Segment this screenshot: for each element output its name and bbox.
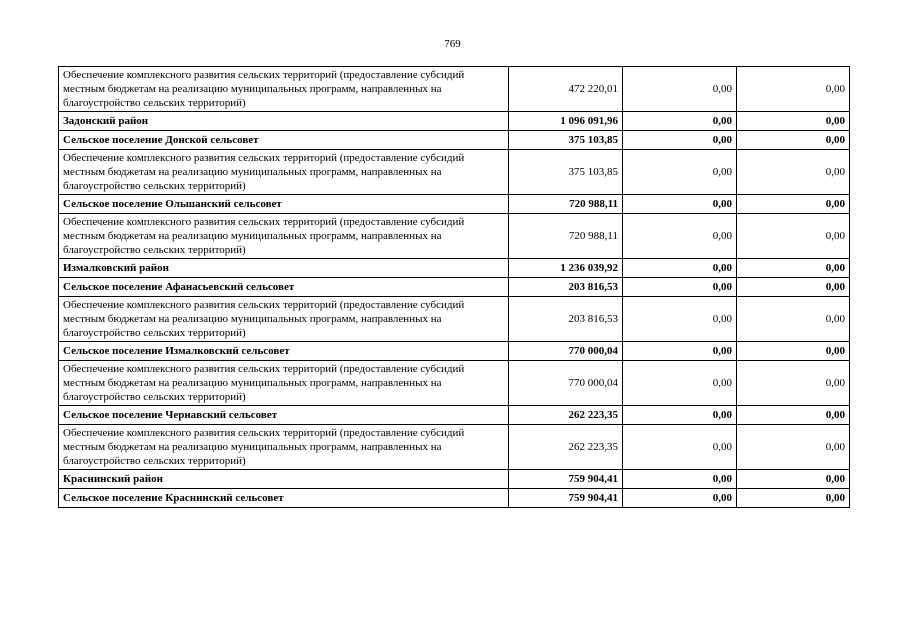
table-row-section xyxy=(59,112,850,131)
row-value-3-cell: 0,00 xyxy=(737,112,850,131)
table-row xyxy=(59,67,850,112)
row-value-2-cell: 0,00 xyxy=(623,342,737,361)
row-value-3-cell: 0,00 xyxy=(737,195,850,214)
table-row xyxy=(59,425,850,470)
row-value-1-cell: 770 000,04 xyxy=(509,342,623,361)
row-value-2-cell: 0,00 xyxy=(623,259,737,278)
row-value-1-cell: 720 988,11 xyxy=(509,195,623,214)
row-value-3-cell: 0,00 xyxy=(737,361,850,406)
table-row-section xyxy=(59,489,850,508)
row-value-1-cell: 770 000,04 xyxy=(509,361,623,406)
row-value-1-cell: 203 816,53 xyxy=(509,297,623,342)
row-name-cell: Сельское поселение Краснинский сельсовет xyxy=(59,489,509,508)
table-row-section xyxy=(59,259,850,278)
row-value-2-cell: 0,00 xyxy=(623,67,737,112)
row-value-2-cell: 0,00 xyxy=(623,297,737,342)
row-value-2-cell: 0,00 xyxy=(623,131,737,150)
table-row-section xyxy=(59,195,850,214)
row-value-2-cell: 0,00 xyxy=(623,489,737,508)
row-value-1-cell: 375 103,85 xyxy=(509,131,623,150)
table-row-section xyxy=(59,406,850,425)
row-value-3-cell: 0,00 xyxy=(737,406,850,425)
page-number: 769 xyxy=(444,38,461,50)
row-value-2-cell: 0,00 xyxy=(623,214,737,259)
row-value-1-cell: 1 236 039,92 xyxy=(509,259,623,278)
table-row xyxy=(59,297,850,342)
row-value-3-cell: 0,00 xyxy=(737,297,850,342)
row-name-cell: Обеспечение комплексного развития сельских территорий (предоставление субсидий местным бюджетам на реализацию муниципальных программ, направленных на благоустройство сельских территорий) xyxy=(59,150,509,195)
row-value-1-cell: 759 904,41 xyxy=(509,489,623,508)
table-row-section xyxy=(59,470,850,489)
row-value-1-cell: 262 223,35 xyxy=(509,406,623,425)
budget-table-body xyxy=(59,67,850,508)
row-name-cell: Сельское поселение Измалковский сельсовет xyxy=(59,342,509,361)
row-name-cell: Сельское поселение Афанасьевский сельсовет xyxy=(59,278,509,297)
table-row xyxy=(59,150,850,195)
row-value-1-cell: 759 904,41 xyxy=(509,470,623,489)
row-name-cell: Сельское поселение Донской сельсовет xyxy=(59,131,509,150)
row-name-cell: Измалковский район xyxy=(59,259,509,278)
row-name-cell: Сельское поселение Ольшанский сельсовет xyxy=(59,195,509,214)
row-value-3-cell: 0,00 xyxy=(737,150,850,195)
table-row-section xyxy=(59,278,850,297)
row-value-3-cell: 0,00 xyxy=(737,470,850,489)
row-value-1-cell: 375 103,85 xyxy=(509,150,623,195)
row-name-cell: Обеспечение комплексного развития сельских территорий (предоставление субсидий местным бюджетам на реализацию муниципальных программ, направленных на благоустройство сельских территорий) xyxy=(59,214,509,259)
row-name-cell: Обеспечение комплексного развития сельских территорий (предоставление субсидий местным бюджетам на реализацию муниципальных программ, направленных на благоустройство сельских территорий) xyxy=(59,425,509,470)
row-value-3-cell: 0,00 xyxy=(737,278,850,297)
row-value-3-cell: 0,00 xyxy=(737,425,850,470)
row-value-2-cell: 0,00 xyxy=(623,278,737,297)
budget-table xyxy=(58,66,850,508)
row-value-2-cell: 0,00 xyxy=(623,150,737,195)
row-value-3-cell: 0,00 xyxy=(737,259,850,278)
row-value-2-cell: 0,00 xyxy=(623,406,737,425)
row-value-1-cell: 262 223,35 xyxy=(509,425,623,470)
row-value-3-cell: 0,00 xyxy=(737,342,850,361)
row-value-3-cell: 0,00 xyxy=(737,131,850,150)
row-value-1-cell: 203 816,53 xyxy=(509,278,623,297)
row-value-1-cell: 720 988,11 xyxy=(509,214,623,259)
row-value-2-cell: 0,00 xyxy=(623,470,737,489)
row-name-cell: Сельское поселение Чернавский сельсовет xyxy=(59,406,509,425)
row-value-3-cell: 0,00 xyxy=(737,214,850,259)
row-name-cell: Краснинский район xyxy=(59,470,509,489)
row-value-2-cell: 0,00 xyxy=(623,425,737,470)
row-value-2-cell: 0,00 xyxy=(623,112,737,131)
row-value-3-cell: 0,00 xyxy=(737,489,850,508)
row-name-cell: Задонский район xyxy=(59,112,509,131)
row-name-cell: Обеспечение комплексного развития сельских территорий (предоставление субсидий местным бюджетам на реализацию муниципальных программ, направленных на благоустройство сельских территорий) xyxy=(59,297,509,342)
row-value-1-cell: 1 096 091,96 xyxy=(509,112,623,131)
table-row-section xyxy=(59,342,850,361)
row-name-cell: Обеспечение комплексного развития сельских территорий (предоставление субсидий местным бюджетам на реализацию муниципальных программ, направленных на благоустройство сельских территорий) xyxy=(59,67,509,112)
table-row-section xyxy=(59,131,850,150)
row-name-cell: Обеспечение комплексного развития сельских территорий (предоставление субсидий местным бюджетам на реализацию муниципальных программ, направленных на благоустройство сельских территорий) xyxy=(59,361,509,406)
table-row xyxy=(59,214,850,259)
row-value-2-cell: 0,00 xyxy=(623,195,737,214)
table-row xyxy=(59,361,850,406)
row-value-3-cell: 0,00 xyxy=(737,67,850,112)
row-value-1-cell: 472 220,01 xyxy=(509,67,623,112)
row-value-2-cell: 0,00 xyxy=(623,361,737,406)
